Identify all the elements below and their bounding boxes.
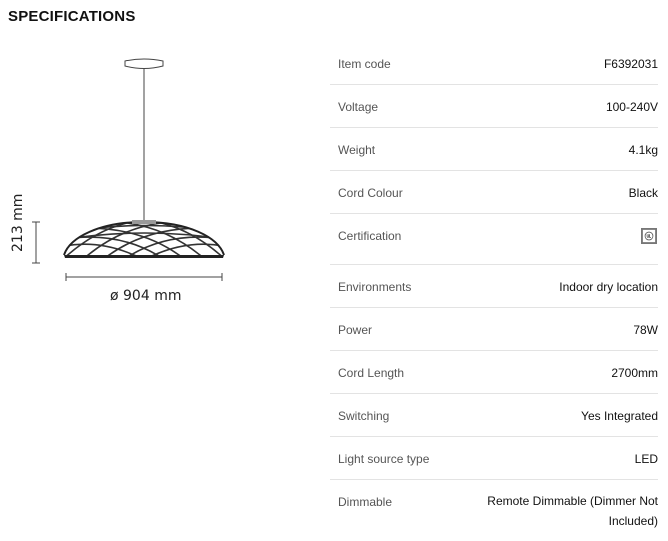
spec-row-voltage	[330, 85, 658, 128]
spec-label: Cord Length	[338, 366, 405, 380]
spec-label: Environments	[338, 280, 412, 294]
spec-value: LED	[634, 452, 658, 466]
spec-row-item-code	[330, 42, 658, 85]
spec-row-light-source-type	[330, 437, 658, 480]
spec-label: Weight	[338, 143, 376, 157]
diameter-dimension: ø 904 mm	[110, 288, 182, 304]
spec-row-weight	[330, 128, 658, 171]
spec-row-certification	[330, 214, 658, 265]
spec-value: Remote Dimmable (Dimmer Not Included)	[487, 494, 658, 528]
height-dimension: 213 mm	[10, 193, 26, 252]
spec-value: 2700mm	[611, 366, 658, 380]
spec-value: Indoor dry location	[559, 280, 658, 294]
lamp-illustration	[0, 40, 300, 320]
spec-value: 78W	[633, 323, 658, 337]
section-title: SPECIFICATIONS	[8, 8, 136, 25]
spec-label: Cord Colour	[338, 186, 403, 200]
spec-value: 4.1kg	[628, 143, 658, 157]
spec-row-cord-colour	[330, 171, 658, 214]
spec-label: Voltage	[338, 100, 379, 114]
spec-table	[330, 42, 658, 535]
spec-value: F6392031	[603, 57, 658, 71]
spec-row-power	[330, 308, 658, 351]
spec-value: Yes Integrated	[581, 409, 658, 423]
spec-row-switching	[330, 394, 658, 437]
ul-certification-icon	[641, 228, 657, 244]
spec-row-cord-length	[330, 351, 658, 394]
spec-label: Certification	[338, 229, 402, 243]
spec-label: Item code	[338, 57, 391, 71]
spec-label: Light source type	[338, 452, 430, 466]
spec-label: Switching	[338, 409, 390, 423]
spec-row-dimmable	[330, 480, 658, 535]
spec-row-environments	[330, 265, 658, 308]
spec-label: Dimmable	[338, 495, 393, 509]
spec-label: Power	[338, 323, 373, 337]
spec-value: Black	[628, 186, 658, 200]
spec-value: 100-240V	[605, 100, 658, 114]
